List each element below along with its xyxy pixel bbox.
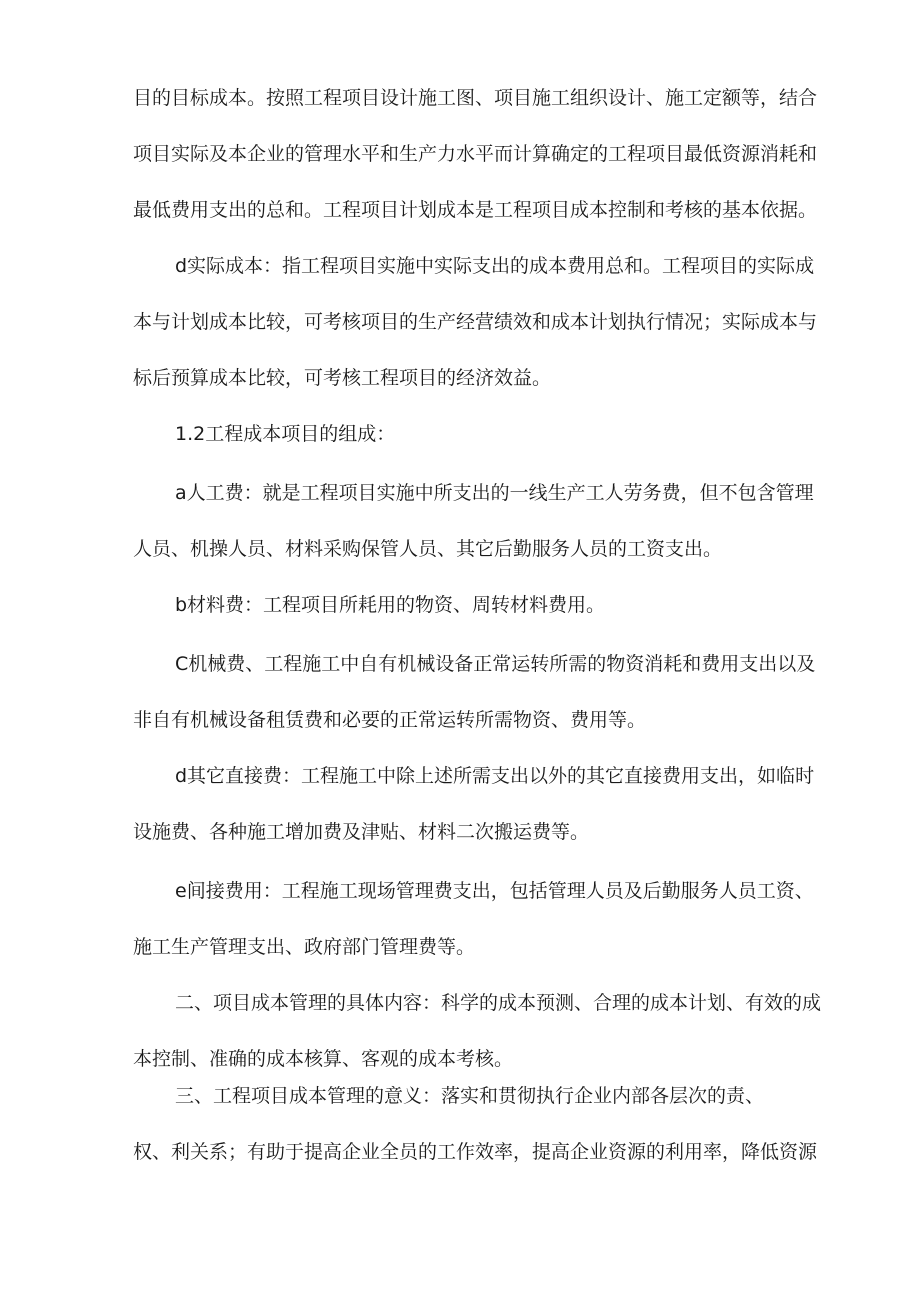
text-line: e间接费用：工程施工现场管理费支出，包括管理人员及后勤服务人员工资、	[175, 880, 814, 902]
text-line: 项目实际及本企业的管理水平和生产力水平而计算确定的工程项目最低资源消耗和	[133, 143, 818, 165]
text-line: a人工费：就是工程项目实施中所支出的一线生产工人劳务费，但不包含管理	[175, 482, 814, 504]
text-line: 设施费、各种施工增加费及津贴、材料二次搬运费等。	[133, 821, 590, 843]
text-line: 人员、机操人员、材料采购保管人员、其它后勤服务人员的工资支出。	[133, 538, 723, 560]
text-line: 三、工程项目成本管理的意义：落实和贯彻执行企业内部各层次的责、	[175, 1085, 765, 1107]
text-line: C机械费、工程施工中自有机械设备正常运转所需的物资消耗和费用支出以及	[175, 653, 816, 675]
text-line: d实际成本：指工程项目实施中实际支出的成本费用总和。工程项目的实际成	[175, 255, 815, 277]
text-line: 二、项目成本管理的具体内容：科学的成本预测、合理的成本计划、有效的成	[175, 992, 822, 1014]
text-line: b材料费：工程项目所耗用的物资、周转材料费用。	[175, 594, 606, 616]
text-line: 目的目标成本。按照工程项目设计施工图、项目施工组织设计、施工定额等，结合	[133, 87, 818, 109]
text-line: d其它直接费：工程施工中除上述所需支出以外的其它直接费用支出，如临时	[175, 765, 815, 787]
text-line: 施工生产管理支出、政府部门管理费等。	[133, 936, 476, 958]
section-heading: 1.2工程成本项目的组成：	[175, 423, 396, 445]
text-line: 标后预算成本比较，可考核工程项目的经济效益。	[133, 367, 552, 389]
text-line: 非自有机械设备租赁费和必要的正常运转所需物资、费用等。	[133, 709, 647, 731]
text-line: 本控制、准确的成本核算、客观的成本考核。	[133, 1048, 514, 1070]
text-line: 本与计划成本比较，可考核项目的生产经营绩效和成本计划执行情况；实际成本与	[133, 311, 818, 333]
text-line: 权、利关系；有助于提高企业全员的工作效率，提高企业资源的利用率，降低资源	[133, 1141, 818, 1163]
text-line: 最低费用支出的总和。工程项目计划成本是工程项目成本控制和考核的基本依据。	[133, 199, 818, 221]
